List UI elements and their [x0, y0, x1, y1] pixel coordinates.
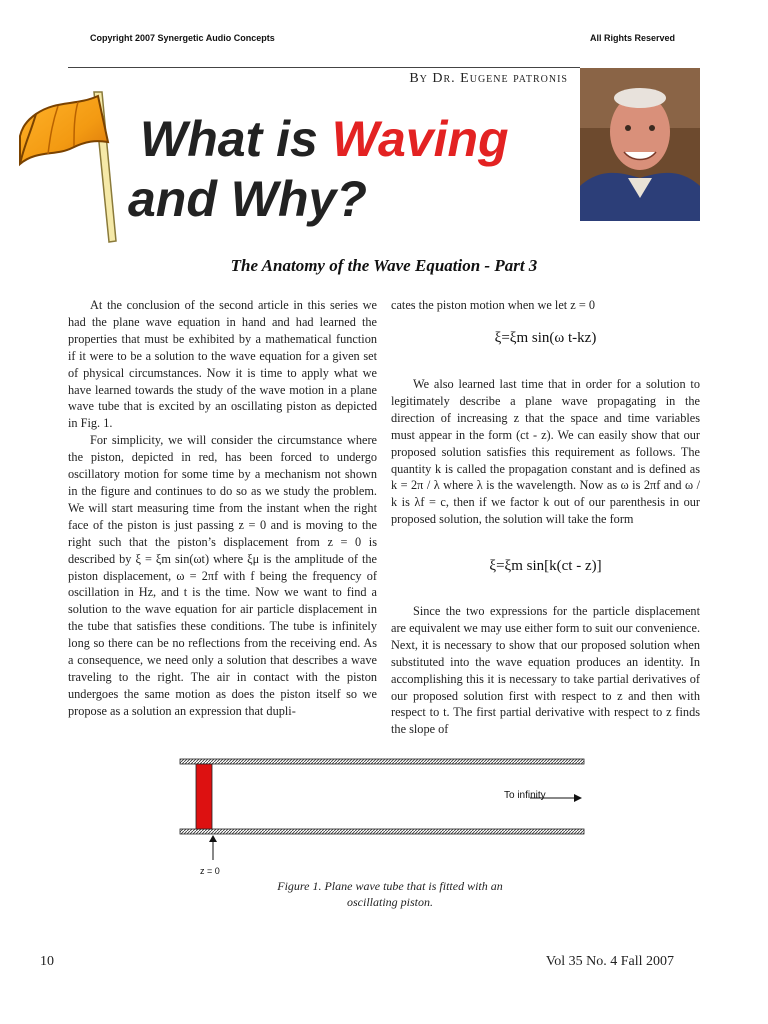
to-infinity-label: To infinity	[504, 790, 546, 801]
equation-2: ξ=ξm sin[k(ct - z)]	[489, 558, 602, 574]
title-accent: Waving	[331, 111, 509, 167]
left-column	[68, 297, 377, 720]
article-subtitle: The Anatomy of the Wave Equation - Part 3	[230, 256, 538, 275]
figure-caption	[220, 878, 560, 910]
left-paragraph-2: For simplicity, we will consider the circumstance where the piston, depicted in red, has been forced to undergo oscillatory motion for some time by a mechanism not shown in the figure and continues to do so as we study the problem. We will start measuring time from the instant when the right face of the piston is just passing z = 0 and is moving to the right such that the piston’s displacement from z = 0 is described by ξ = ξm sin(ωt) where ξμ is the amplitude of the piston displacement, ω = 2πf with f being the frequency of oscillation in Hz, and t is the time. Now we want to find a solution to the wave equation for air particle displacement in the tube that satisfies these conditions. The tube is infinitely long so there can be no reflections from the receiving end. As a consequence, we need only a solution that describes a wave traveling to the right. The air in contact with the piston undergoes the same motion as does the piston itself so we propose as a solution an expression that dupli-	[68, 433, 377, 718]
right-column-top	[391, 297, 700, 314]
right-paragraph-1: cates the piston motion when we let z = 0	[391, 298, 595, 312]
author-photo	[580, 68, 700, 221]
right-paragraph-3: Since the two expressions for the particle displacement are equivalent we may use either form to suit our convenience. Next, it is necessary to show that our proposed solution when substituted into the wave equation produces an identity. In accomplishing this it is necessary to take partial derivatives of our proposed solution first with respect to z and then with respect to t. The first partial derivative with respect to z finds the slope of	[391, 604, 701, 737]
figure-plane-wave-tube	[178, 756, 588, 866]
article-title-line1	[140, 110, 509, 168]
z-zero-label: z = 0	[200, 866, 220, 876]
byline: By Dr. Eugene patronis	[409, 71, 568, 86]
right-column-middle	[391, 376, 700, 528]
piston	[196, 764, 212, 829]
equation-1: ξ=ξm sin(ω t-kz)	[494, 330, 597, 346]
orange-flag-icon	[16, 86, 131, 246]
right-column-bottom	[391, 603, 700, 738]
header-rule	[68, 67, 580, 68]
right-paragraph-2: We also learned last time that in order for a solution to legitimately describe a plane wave propagating in the direction of increasing z that the space and time variables must appear in the form (ct - z). We can easily show that our proposed solution satisfies this requirement as follows. The quantity k is called the propagation constant and is defined as k = 2π / λ where λ is the wavelength. Now as ω is 2πf and ω / k is λf = c, then if we factor k out of our parenthesis in our proposed solution, the solution will take the form	[391, 377, 700, 527]
title-part1: What is	[140, 111, 332, 167]
tube-top-wall	[180, 759, 584, 764]
rights-notice: All Rights Reserved	[590, 33, 676, 43]
issue-info: Vol 35 No. 4 Fall 2007	[545, 954, 674, 969]
caption-line-1: Figure 1. Plane wave tube that is fitted with an	[277, 879, 503, 893]
caption-line-2: oscillating piston.	[346, 895, 433, 909]
page-number: 10	[40, 954, 54, 969]
copyright-notice: Copyright 2007 Synergetic Audio Concepts	[90, 33, 275, 43]
left-paragraph-1: At the conclusion of the second article in this series we had the plane wave equation in hand and had learned the properties that must be exhibited by a mathematical function if it were to be a solution to the wave equation for a given set of physical circumstances. Now it is time to apply what we have learned towards the study of the wave motion in a plane wave tube that is excited by an oscillating piston as depicted in Fig. 1.	[68, 298, 377, 431]
article-title-line2: and Why?	[128, 171, 367, 227]
tube-bottom-wall	[180, 829, 584, 834]
